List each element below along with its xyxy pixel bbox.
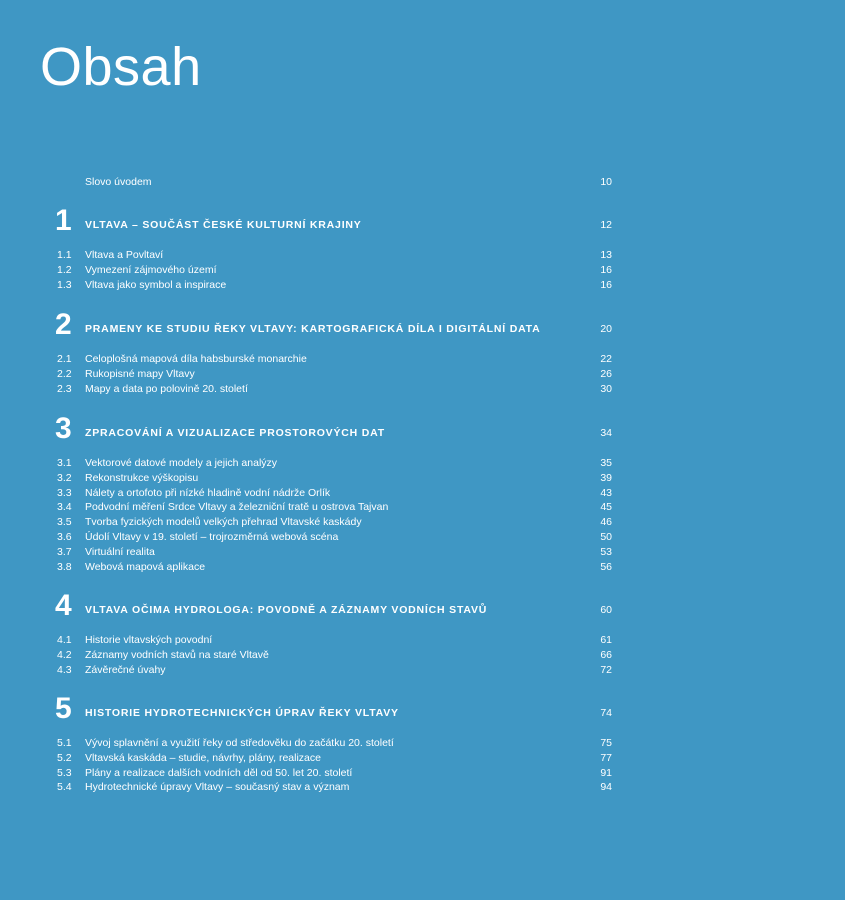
- section-label: Celoplošná mapová díla habsburské monarchie: [85, 353, 307, 365]
- section-label: Rekonstrukce výškopisu: [85, 471, 199, 484]
- chapter-title: ZPRACOVÁNÍ A VIZUALIZACE PROSTOROVÝCH DAT: [85, 427, 385, 439]
- section-label: Hydrotechnické úpravy Vltavy – současný stav a význam: [85, 781, 350, 794]
- section-number: 1.2: [57, 263, 72, 276]
- section-page: 30: [600, 382, 612, 395]
- chapter-page: 60: [600, 604, 612, 616]
- section-number: 5.2: [57, 751, 72, 764]
- chapter-page: 74: [600, 707, 612, 719]
- chapter-title: PRAMENY KE STUDIU ŘEKY VLTAVY: KARTOGRAFICKÁ DÍLA I DIGITÁLNÍ DATA: [85, 323, 541, 335]
- chapter-number: 5: [55, 692, 72, 725]
- section-number: 5.4: [57, 781, 72, 794]
- section-label: Vývoj splavnění a využití řeky od středověku do začátku 20. století: [85, 737, 394, 749]
- section-number: 3.7: [57, 545, 72, 558]
- section-number: 2.2: [57, 367, 72, 380]
- section-label: Webová mapová aplikace: [85, 560, 206, 573]
- section-number: 3.6: [57, 531, 72, 543]
- chapter-number: 1: [55, 204, 72, 237]
- toc-intro-page: 10: [600, 176, 612, 188]
- section-page: 94: [600, 781, 612, 794]
- section-page: 16: [600, 263, 612, 276]
- chapter-title: VLTAVA – SOUČÁST ČESKÉ KULTURNÍ KRAJINY: [85, 219, 362, 231]
- section-page: 75: [600, 737, 612, 749]
- section-number: 3.5: [57, 516, 72, 529]
- section-number: 3.4: [57, 501, 72, 514]
- section-number: 5.1: [57, 737, 72, 749]
- section-page: 53: [600, 545, 612, 558]
- section-page: 13: [600, 249, 612, 261]
- section-page: 39: [600, 471, 612, 484]
- section-page: 61: [600, 634, 612, 646]
- section-label: Vltava jako symbol a inspirace: [85, 278, 227, 291]
- chapter-page: 20: [600, 323, 612, 335]
- section-label: Mapy a data po polovině 20. století: [85, 382, 248, 395]
- chapter-number: 4: [55, 589, 72, 622]
- section-page: 16: [600, 278, 612, 291]
- section-page: 26: [600, 367, 612, 380]
- section-label: Závěrečné úvahy: [85, 663, 166, 676]
- section-number: 1.1: [57, 249, 72, 261]
- section-label: Záznamy vodních stavů na staré Vltavě: [85, 648, 269, 661]
- section-number: 4.3: [57, 663, 72, 676]
- section-number: 3.1: [57, 457, 72, 469]
- section-page: 22: [600, 353, 612, 365]
- section-page: 91: [600, 766, 612, 779]
- section-page: 46: [600, 516, 612, 529]
- section-page: 72: [600, 663, 612, 676]
- section-label: Vltavská kaskáda – studie, návrhy, plány, realizace: [85, 751, 321, 764]
- section-page: 50: [600, 531, 612, 543]
- section-page: 56: [600, 560, 612, 573]
- section-label: Údolí Vltavy v 19. století – trojrozměrná webová scéna: [85, 531, 339, 543]
- section-label: Nálety a ortofoto při nízké hladině vodní nádrže Orlík: [85, 486, 331, 499]
- section-label: Vektorové datové modely a jejich analýzy: [85, 457, 278, 469]
- section-page: 35: [600, 457, 612, 469]
- section-number: 3.8: [57, 560, 72, 573]
- section-number: 1.3: [57, 278, 72, 291]
- section-label: Vltava a Povltaví: [85, 249, 164, 261]
- section-label: Vymezení zájmového území: [85, 263, 217, 276]
- section-label: Rukopisné mapy Vltavy: [85, 367, 195, 380]
- section-number: 3.2: [57, 471, 72, 484]
- page-title: Obsah: [40, 37, 202, 97]
- section-label: Podvodní měření Srdce Vltavy a železniční tratě u ostrova Tajvan: [85, 501, 389, 514]
- section-label: Virtuální realita: [85, 545, 155, 558]
- section-number: 5.3: [57, 766, 72, 779]
- section-number: 2.3: [57, 382, 72, 395]
- section-label: Tvorba fyzických modelů velkých přehrad Vltavské kaskády: [85, 516, 362, 529]
- section-label: Plány a realizace dalších vodních děl od 50. let 20. století: [85, 766, 353, 779]
- chapter-title: HISTORIE HYDROTECHNICKÝCH ÚPRAV ŘEKY VLTAVY: [85, 707, 399, 719]
- section-label: Historie vltavských povodní: [85, 634, 213, 646]
- section-page: 77: [600, 751, 612, 764]
- toc-intro-label: Slovo úvodem: [85, 176, 152, 188]
- section-number: 4.1: [57, 634, 72, 646]
- chapter-title: VLTAVA OČIMA HYDROLOGA: POVODNĚ A ZÁZNAMY VODNÍCH STAVŮ: [85, 604, 488, 616]
- section-number: 3.3: [57, 486, 72, 499]
- chapter-number: 2: [55, 308, 72, 341]
- section-number: 2.1: [57, 353, 72, 365]
- section-page: 66: [600, 648, 612, 661]
- chapter-number: 3: [55, 412, 72, 445]
- section-page: 45: [600, 501, 612, 514]
- chapter-page: 12: [600, 219, 612, 231]
- section-page: 43: [600, 486, 612, 499]
- section-number: 4.2: [57, 648, 72, 661]
- chapter-page: 34: [600, 427, 612, 439]
